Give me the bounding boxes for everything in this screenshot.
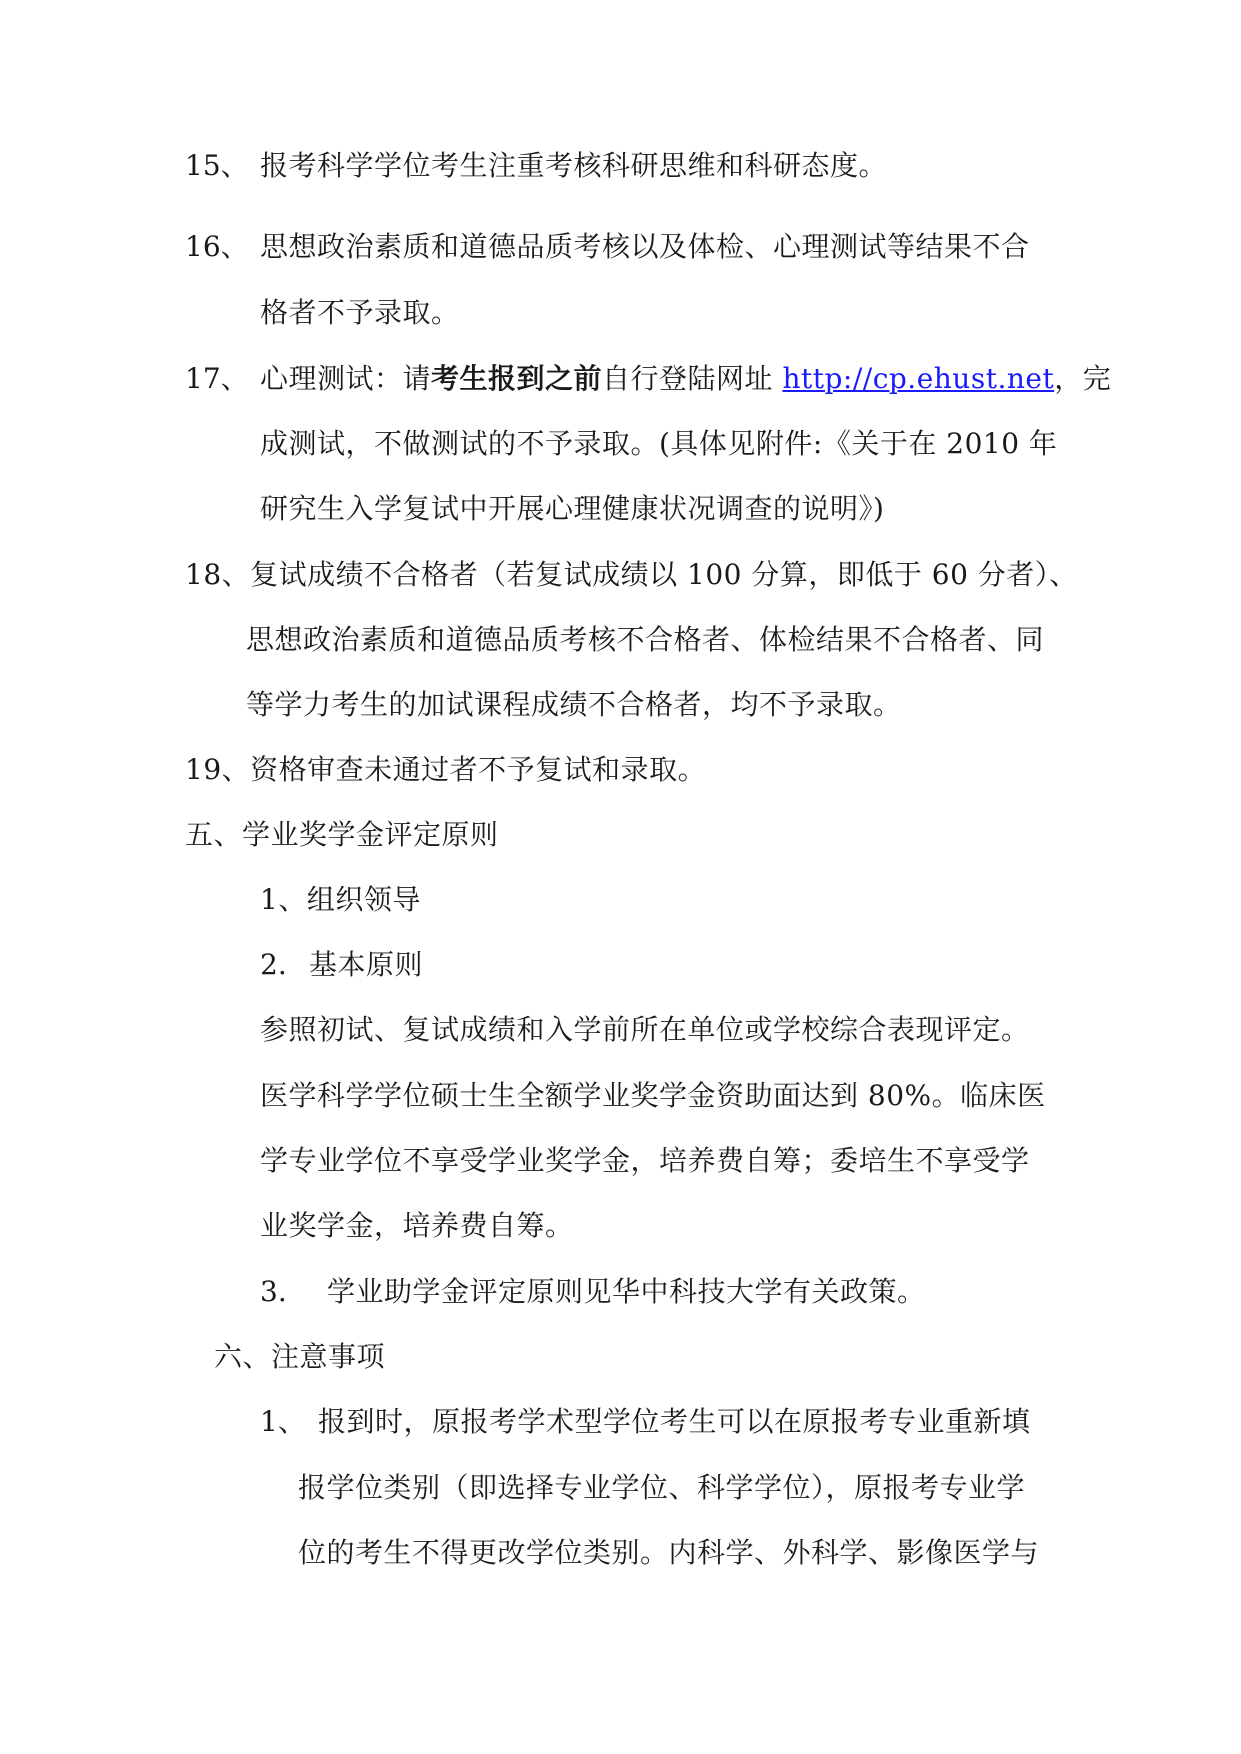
section-5-sub3: 学业助学金评定原则见华中科技大学有关政策。 — [327, 1275, 926, 1308]
item-17-number: 17、 — [185, 362, 249, 395]
item-15-number: 15、 — [185, 149, 249, 182]
item-15-text: 报考科学学位考生注重考核科研思维和科研态度。 — [260, 149, 888, 182]
section-6-item1-line2: 报学位类别（即选择专业学位、科学学位），原报考专业学 — [298, 1471, 1026, 1504]
section-5-heading: 五、学业奖学金评定原则 — [185, 818, 499, 851]
item-17-emphasis: 考生报到之前 — [431, 362, 603, 395]
section-5-sub2: 基本原则 — [309, 948, 424, 981]
section-5-para-line4: 业奖学金，培养费自筹。 — [260, 1209, 574, 1242]
item-16-text-line1: 思想政治素质和道德品质考核以及体检、心理测试等结果不合 — [260, 230, 1030, 263]
item-17-text-line2: 成测试，不做测试的不予录取。(具体见附件:《关于在 2010 年 — [260, 427, 1058, 460]
item-16-number: 16、 — [185, 230, 249, 263]
section-5-sub1: 1、组织领导 — [260, 883, 421, 916]
item-17-text-part-b: 自行登陆网址 — [602, 362, 783, 395]
item-17-text-line1 — [260, 361, 1111, 397]
section-6-heading: 六、注意事项 — [214, 1340, 386, 1373]
section-5-para-line3: 学专业学位不享受学业奖学金，培养费自筹；委培生不享受学 — [260, 1144, 1030, 1177]
section-5-para-line2: 医学科学学位硕士生全额学业奖学金资助面达到 80%。临床医 — [260, 1079, 1046, 1112]
item-17-text-part-a: 心理测试：请 — [260, 362, 432, 395]
section-5-para-line1: 参照初试、复试成绩和入学前所在单位或学校综合表现评定。 — [260, 1013, 1030, 1046]
item-19-text: 19、资格审查未通过者不予复试和录取。 — [185, 753, 707, 786]
section-6-item1-line3: 位的考生不得更改学位类别。内科学、外科学、影像医学与 — [298, 1536, 1040, 1569]
section-5-sub3-number: 3. — [260, 1275, 287, 1308]
item-18-text-line2: 思想政治素质和道德品质考核不合格者、体检结果不合格者、同 — [246, 623, 1045, 656]
section-5-sub2-number: 2. — [260, 948, 287, 981]
psych-test-link[interactable]: http://cp.ehust.net — [782, 362, 1055, 395]
item-18-text-line1: 18、复试成绩不合格者（若复试成绩以 100 分算，即低于 60 分者）、 — [185, 558, 1078, 591]
item-18-text-line3: 等学力考生的加试课程成绩不合格者，均不予录取。 — [246, 688, 902, 721]
item-17-text-line3: 研究生入学复试中开展心理健康状况调查的说明》) — [260, 492, 885, 525]
section-6-item1-line1: 报到时，原报考学术型学位考生可以在原报考专业重新填 — [318, 1405, 1031, 1438]
item-17-text-part-c: ，完 — [1054, 362, 1112, 395]
item-16-text-line2: 格者不予录取。 — [260, 296, 460, 329]
section-6-item1-number: 1、 — [260, 1405, 306, 1438]
